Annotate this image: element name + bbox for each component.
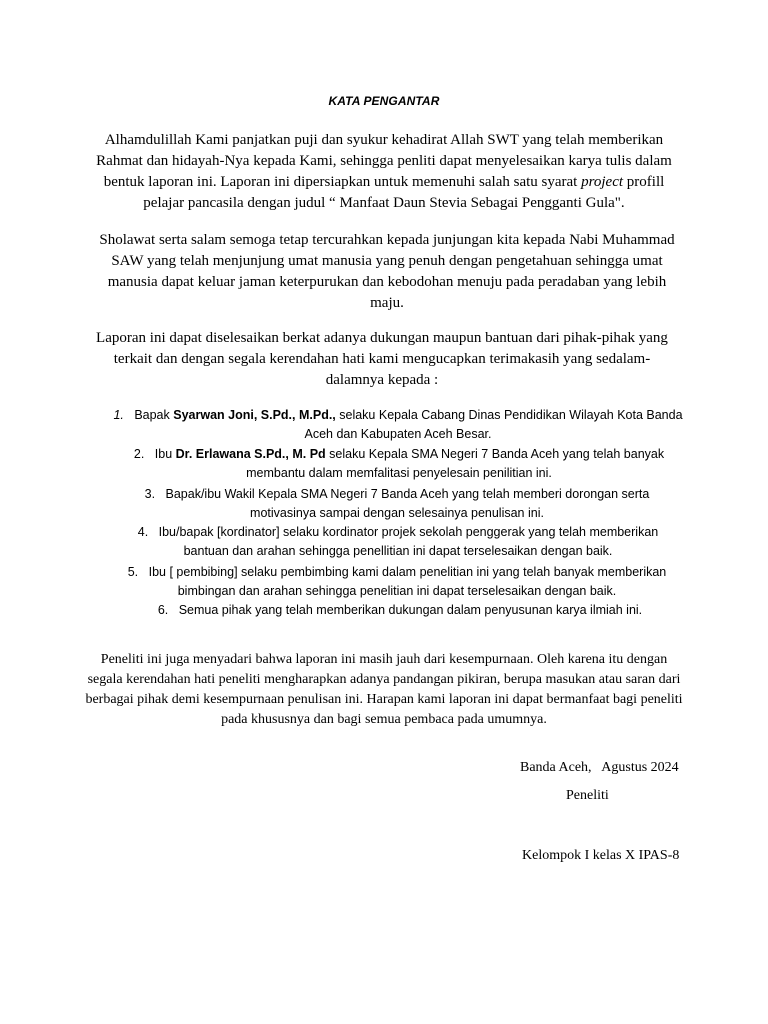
list-text-end: selaku Kepala SMA Negeri 7 Banda Aceh yang telah banyak membantu dalam memfalitasi penyelesain penilitian ini. [246,447,665,480]
list-text: Bapak/ibu Wakil Kepala SMA Negeri 7 Banda Aceh yang telah memberi dorongan serta motivasinya sampai dengan selesainya penulisan ini. [165,487,650,520]
list-item [134,485,660,523]
signature-role: Peneliti [566,788,609,803]
page-title: KATA PENGANTAR [328,94,440,108]
list-number: 5. [127,565,139,579]
list-text: Semua pihak yang telah memberikan dukungan dalam penyusunan karya ilmiah ini. [178,603,643,617]
list-bold-name: Syarwan Joni, S.Pd., M.Pd., [173,408,336,422]
paragraph-sholawat: Sholawat serta salam semoga tetap tercurahkan kepada junjungan kita kepada Nabi Muhammad SAW yang telah menjunjung umat manusia yang penuh dengan pengetahuan sehingga umat manusia dapat keluar jaman keterpurukan dan kebodohan menuju pada peradaban yang lebih maju. [99,232,675,311]
list-number: 3. [144,487,156,501]
list-text: Ibu [ pembibing] selaku pembimbing kami dalam penelitian ini yang telah banyak memberikan bimbingan dan arahan sehingga penelitian ini dapat terselesaikan dengan baik. [148,565,667,598]
list-item [112,406,684,444]
signature-group: Kelompok I kelas X IPAS-8 [522,848,680,863]
list-text: Ibu [154,447,176,461]
list-item [120,601,680,620]
paragraph-acknowledgement: Laporan ini dapat diselesaikan berkat adanya dukungan maupun bantuan dari pihak-pihak yang terkait dan dengan segala kerendahan hati kami mengucapkan terimakasih yang sedalam-dalamnya kepada : [96,330,668,388]
list-text-end: selaku Kepala Cabang Dinas Pendidikan Wilayah Kota Banda Aceh dan Kabupaten Aceh Besar. [304,408,683,441]
signature-place-date: Banda Aceh, Agustus 2024 [520,760,679,775]
paragraph-closing: Peneliti ini juga menyadari bahwa laporan ini masih jauh dari kesempurnaan. Oleh karena itu dengan segala kerendahan hati peneliti mengharapkan adanya pandangan pikiran, berupa masukan atau saran dari berbagai pihak demi kesempurnaan penulisan ini. Harapan kami laporan ini dapat bermanfaat bagi peneliti pada khususnya dan bagi semua pembaca pada umumnya. [85,652,683,727]
paragraph-opening-text: Alhamdulillah Kami panjatkan puji dan syukur kehadirat Allah SWT yang telah memberikan Rahmat dan hidayah-Nya kepada Kami, sehingga penliti dapat menyelesaikan karya tulis dalam bentuk laporan ini. Laporan ini dipersiapkan untuk memenuhi salah satu syarat [96,132,672,190]
list-text: Ibu/bapak [kordinator] selaku kordinator projek sekolah penggerak yang telah memberikan bantuan dan arahan sehingga penellitian ini dapat terselesaikan dengan baik. [158,525,659,558]
list-number: 1. [113,408,124,422]
italic-word-project: project [581,174,624,190]
list-number: 4. [137,525,149,539]
list-item [118,523,678,561]
list-text: Bapak [134,408,174,422]
paragraph-opening-text-end: profill pelajar pancasila dengan judul “ Manfaat Daun Stevia Sebagai Pengganti Gula". [143,174,665,211]
list-number: 6. [157,603,169,617]
list-bold-name: Dr. Erlawana S.Pd., M. Pd [175,447,326,461]
list-item [114,563,680,601]
list-number: 2. [133,447,145,461]
paragraph-opening [88,130,680,214]
list-item [126,445,672,483]
